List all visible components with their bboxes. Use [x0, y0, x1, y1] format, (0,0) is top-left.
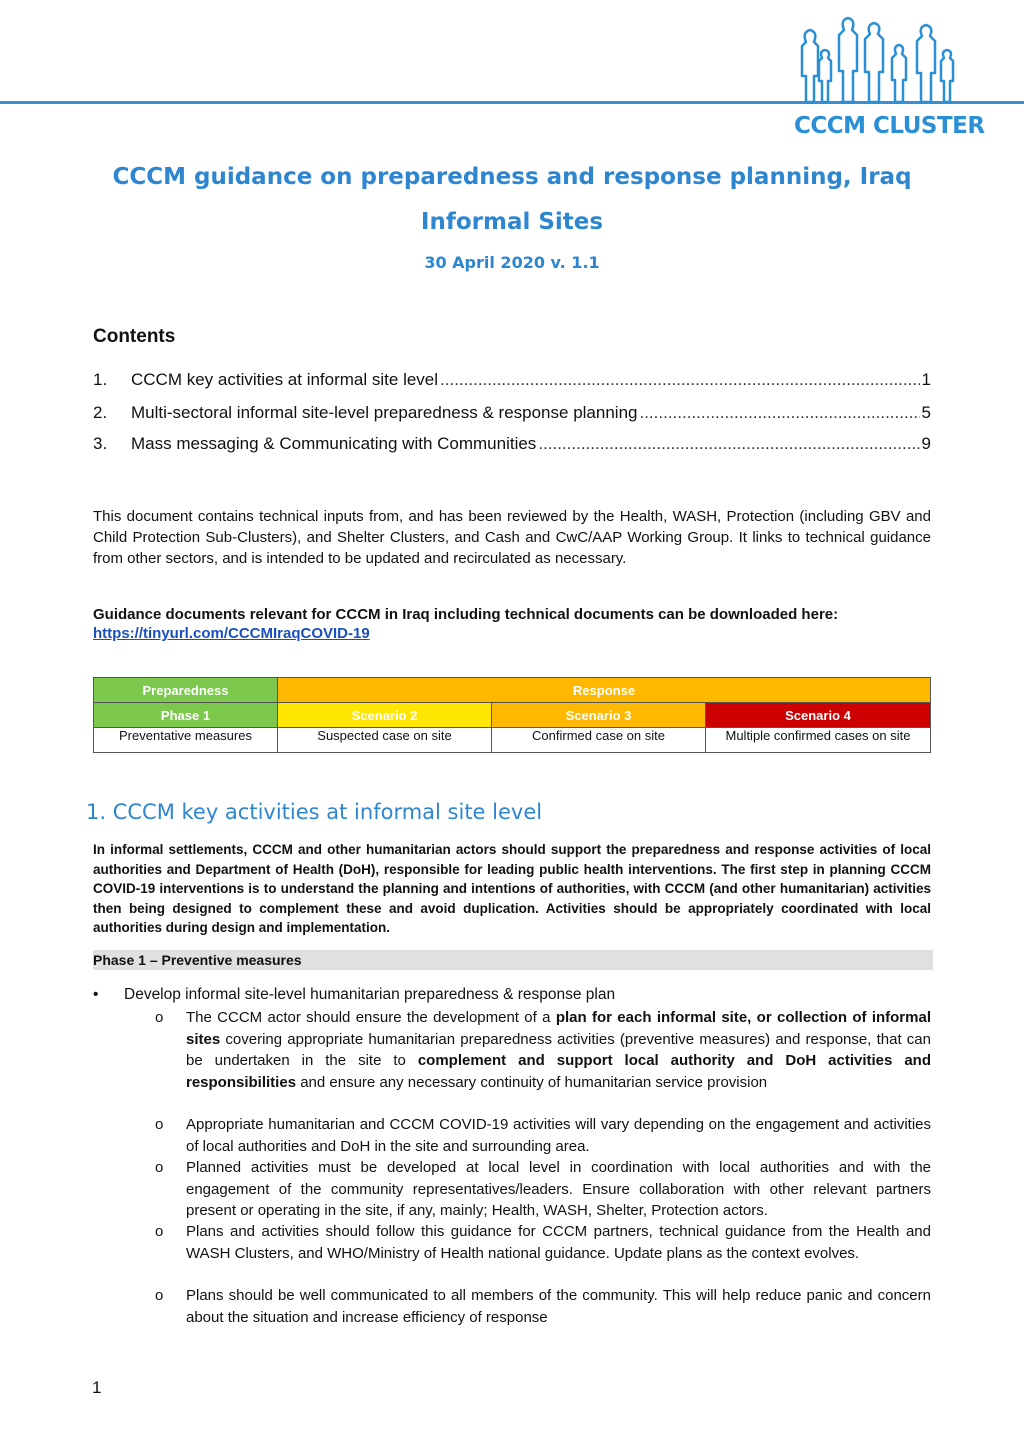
- toc-number: 2.: [93, 403, 108, 422]
- sub1-text-e: and ensure any necessary continuity of humanitarian service provision: [296, 1073, 768, 1091]
- toc-page: 1: [921, 370, 931, 389]
- toc-page: 9: [921, 434, 931, 453]
- toc-page: 5: [921, 403, 931, 422]
- sub-bullet: [155, 1007, 931, 1093]
- circle-bullet-icon: o: [155, 1159, 164, 1176]
- sub5-text: Plans should be well communicated to all members of the community. This will help reduce panic and concern about the situation and increase efficiency of response: [186, 1287, 931, 1326]
- sub3-text: Planned activities must be developed at local level in coordination with local authorities and with the engagement of the community representatives/leaders. Ensure collaboration with other relevant partners present or operating in the site, if any, mainly; Health, WASH, Shelter, Protection actors.: [186, 1159, 931, 1219]
- sub1-text-c: covering appropriate humanitarian preparedness activities (preventive measures) and response, that can be undertaken in the site to: [186, 1030, 931, 1069]
- phase1-header: Phase 1: [94, 703, 278, 728]
- toc-label: Multi-sectoral informal site-level preparedness & response planning: [131, 403, 638, 422]
- sub1-text-b: plan for each informal site, or collection of informal sites: [186, 1009, 931, 1048]
- toc-leader: [538, 434, 919, 454]
- phase1-desc: Preventative measures: [94, 728, 278, 753]
- toc-entry[interactable]: [93, 434, 931, 454]
- sub1-text-d: complement and support local authority and DoH activities and responsibilities: [186, 1052, 931, 1091]
- document-date-version: 30 April 2020 v. 1.1: [424, 253, 600, 272]
- guidance-link[interactable]: https://tinyurl.com/CCCMIraqCOVID-19: [93, 625, 370, 642]
- contents-heading: Contents: [93, 326, 176, 347]
- phase-table: [93, 677, 931, 753]
- page-number: 1: [92, 1378, 102, 1397]
- guidance-label: Guidance documents relevant for CCCM in Iraq including technical documents can be downloaded here:: [93, 606, 839, 623]
- intro-paragraph: This document contains technical inputs from, and has been reviewed by the Health, WASH, Protection (including GBV and Child Protection Sub-Clusters), and Shelter Clusters, and Cash and CwC/AAP Working Group. It links to technical guidance from other sectors, and is intended to be updated and recirculated as necessary.: [93, 508, 931, 567]
- section-intro: In informal settlements, CCCM and other humanitarian actors should support the preparedness and response activities of local authorities and Department of Health (DoH), responsible for leading public health interventions. The first step in planning CCCM COVID-19 interventions is to understand the planning and intentions of authorities, with CCCM (and other humanitarian) activities then being designed to complement these and avoid duplication. Activities should be appropriately coordinated with local authorities during design and implementation.: [93, 842, 931, 935]
- sub-bullet: [155, 1157, 931, 1222]
- sub-bullet: [155, 1114, 931, 1157]
- scenario4-header: Scenario 4: [706, 703, 931, 728]
- scenario2-desc: Suspected case on site: [278, 728, 492, 753]
- scenario4-desc: Multiple confirmed cases on site: [706, 728, 931, 753]
- sub4-text: Plans and activities should follow this guidance for CCCM partners, technical guidance from the Health and WASH Clusters, and WHO/Ministry of Health national guidance. Update plans as the context evolves.: [186, 1223, 931, 1262]
- response-header: Response: [278, 678, 931, 703]
- toc-label: Mass messaging & Communicating with Communities: [131, 434, 537, 453]
- logo-text: CCCM CLUSTER: [794, 113, 985, 139]
- sub2-text: Appropriate humanitarian and CCCM COVID-19 activities will vary depending on the engagement and activities of local authorities and DoH in the site and surrounding area.: [186, 1116, 931, 1155]
- toc-leader: [440, 370, 920, 390]
- bullet-text: Develop informal site-level humanitarian preparedness & response plan: [124, 986, 616, 1003]
- toc-leader: [639, 403, 919, 423]
- toc-number: 3.: [93, 434, 108, 453]
- scenario3-header: Scenario 3: [492, 703, 706, 728]
- circle-bullet-icon: o: [155, 1009, 164, 1026]
- preparedness-header: Preparedness: [94, 678, 278, 703]
- toc-entry[interactable]: [93, 370, 931, 390]
- toc-entry[interactable]: [93, 403, 931, 423]
- toc-number: 1.: [93, 370, 108, 389]
- phase-bar: Phase 1 – Preventive measures: [93, 950, 933, 970]
- sub1-text-a: The CCCM actor should ensure the development of a: [186, 1009, 556, 1026]
- document-title: CCCM guidance on preparedness and response planning, Iraq: [112, 164, 912, 190]
- section-heading: 1. CCCM key activities at informal site level: [86, 800, 543, 824]
- sub-bullet: [155, 1285, 931, 1328]
- circle-bullet-icon: o: [155, 1287, 164, 1304]
- sub-bullet: [155, 1221, 931, 1264]
- document-subtitle: Informal Sites: [420, 209, 604, 235]
- toc-label: CCCM key activities at informal site level: [131, 370, 439, 389]
- scenario2-header: Scenario 2: [278, 703, 492, 728]
- scenario3-desc: Confirmed case on site: [492, 728, 706, 753]
- circle-bullet-icon: o: [155, 1116, 164, 1133]
- circle-bullet-icon: o: [155, 1223, 164, 1240]
- bullet-icon: •: [93, 986, 99, 1003]
